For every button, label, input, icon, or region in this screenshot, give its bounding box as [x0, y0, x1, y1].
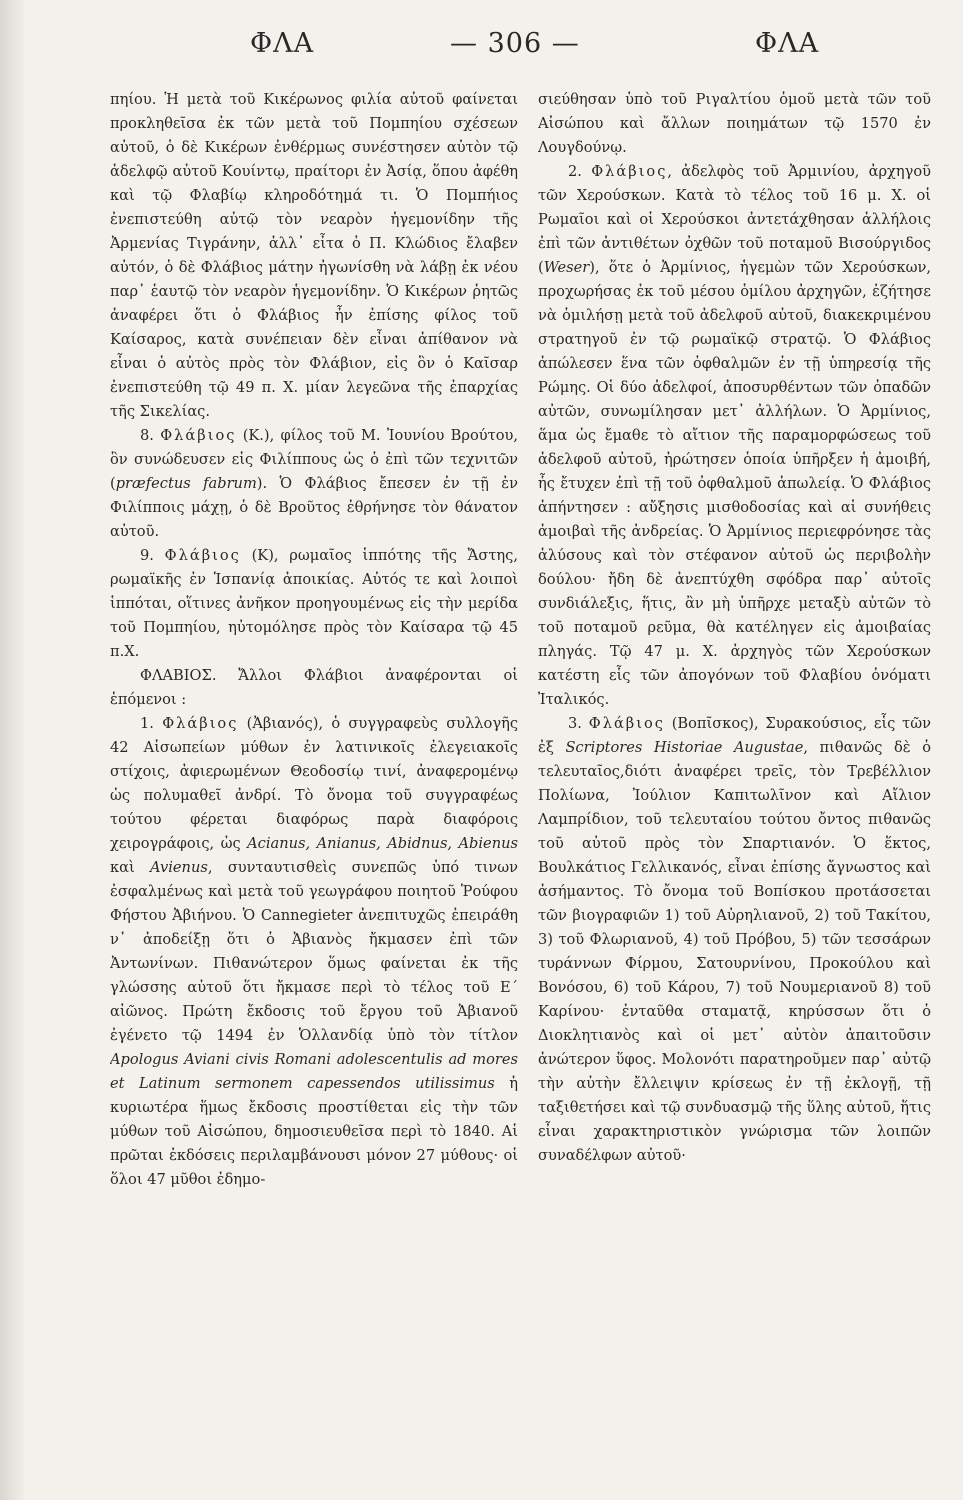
page-header — [0, 28, 963, 68]
paragraph-r2: 2. Φλάβιος, ἀδελφὸς τοῦ Ἀρμινίου, ἀρχηγοῦ τῶν Χερούσκων. Κατὰ τὸ τέλος τοῦ 16 μ. Χ. οἱ Ρωμαῖοι καὶ οἱ Χερούσκοι ἀντετάχθησαν ἀλλήλοις ἐπὶ τῶν ἀντιθέτων ὀχθῶν τοῦ ποταμοῦ Βισούργιδος (Weser), ὅτε ὁ Ἀρμίνιος, ἡγεμὼν τῶν Χερούσκων, προχωρήσας ἐκ τοῦ μέσου ὁμίλου ἀρχηγῶν, ἐζήτησε νὰ ὁμιλήσῃ μετὰ τοῦ ἀδελφοῦ αὐτοῦ, διακεκριμένου στρατηγοῦ ἐν τῷ ρωμαϊκῷ στρατῷ. Ὁ Φλάβιος ἀπώλεσεν ἕνα τῶν ὀφθαλμῶν ἐν τῇ ὑπηρεσίᾳ τῆς Ρώμης. Οἱ δύο ἀδελφοί, ἀποσυρθέντων τῶν ὀπαδῶν αὐτῶν, συνωμίλησαν μετ᾽ ἀλλήλων. Ὁ Ἀρμίνιος, ἅμα ὡς ἔμαθε τὸ αἴτιον τῆς παραμορφώσεως τοῦ ἀδελφοῦ αὐτοῦ, ἠρώτησεν ὁποία ὑπῆρξεν ἡ ἀμοιβή, ἧς ἔτυχεν ἐπὶ τῇ τοῦ ὀφθαλμοῦ ἀπωλείᾳ. Ὁ Φλάβιος ἀπήντησεν : αὔξησις μισθοδοσίας καὶ αἱ συνήθεις ἀμοιβαὶ τῆς ἀνδρείας. Ὁ Ἀρμίνιος περιεφρόνησε τὰς ἁλύσους καὶ τὸν στέφανον αὐτοῦ ὡς περιβολὴν δούλου· ἤδη δὲ ἀνεπτύχθη σφόδρα παρ᾽ αὐτοῖς συνδιάλεξις, ἥτις, ἂν μὴ ὑπῆρχε μεταξὺ αὐτῶν τὸ τοῦ ποταμοῦ ρεῦμα, θὰ κατέληγεν εἰς ἀμοιβαίας πληγάς. Τῷ 47 μ. Χ. ἀρχηγὸς τῶν Χερούσκων κατέστη εἷς τῶν ἀπογόνων τοῦ Φλαβίου ὀνόματι Ἰταλικός. — [538, 163, 931, 708]
page-binding-shadow — [0, 0, 26, 1500]
header-left-catchword: ΦΛΑ — [250, 28, 315, 59]
paragraph-r3: 3. Φλάβιος (Βοπῖσκος), Συρακούσιος, εἷς τῶν ἐξ Scriptores Historiae Augustae, πιθανῶς δὲ ὁ τελευταῖος,διότι ἀναφέρει τρεῖς, τὸν Τρεβέλλιον Πολίωνα, Ἰούλιον Καπιτωλῖνον καὶ Αἴλιον Λαμπρίδιον, τοῦ τελευταίου τούτου ὄντος πιθανῶς τοῦ αὐτοῦ πρὸς τὸν Σπαρτιανόν. Ὁ ἕκτος, Βουλκάτιος Γελλικανός, εἶναι ἐπίσης ἄγνωστος καὶ ἀσήμαντος. Τὸ ὄνομα τοῦ Βοπίσκου προτάσσεται τῶν βιογραφιῶν 1) τοῦ Αὐρηλιανοῦ, 2) τοῦ Τακίτου, 3) τοῦ Φλωριανοῦ, 4) τοῦ Πρόβου, 5) τῶν τεσσάρων τυράννων Φίρμου, Σατουρνίνου, Προκούλου καὶ Βονόσου, 6) τοῦ Κάρου, 7) τοῦ Νουμεριανοῦ 8) τοῦ Καρίνου· ἐνταῦθα σταματᾷ, κηρύσσων ὅτι ὁ Διοκλητιανὸς καὶ οἱ μετ᾽ αὐτὸν ἀπαιτοῦσιν ἀνώτερον ὕφος. Μολονότι παρατηροῦμεν παρ᾽ αὐτῷ τὴν αὐτὴν ἔλλειψιν κρίσεως ἐν τῇ ἐκλογῇ, τῇ ταξιθετήσει καὶ τῷ συνδυασμῷ τῆς ὕλης αὐτοῦ, ἥτις εἶναι χαρακτηριστικὸν γνώρισμα τῶν λοιπῶν συναδέλφων αὐτοῦ· — [538, 715, 931, 1164]
paragraph-p2: 8. Φλάβιος (Κ.), φίλος τοῦ Μ. Ἰουνίου Βρούτου, ὃν συνώδευσεν εἰς Φιλίππους ὡς ὁ ἐπὶ τῶν τεχνιτῶν (præfectus fabrum). Ὁ Φλάβιος ἔπεσεν ἐν τῇ ἐν Φιλίπποις μάχῃ, ὁ δὲ Βροῦτος ἐθρήνησε τὸν θάνατον αὐτοῦ. — [110, 427, 518, 540]
page-number: — 306 — — [450, 28, 580, 59]
paragraph-r1: σιεύθησαν ὑπὸ τοῦ Ριγαλτίου ὁμοῦ μετὰ τῶν τοῦ Αἰσώπου καὶ ἄλλων ποιημάτων τῷ 1570 ἐν Λουγδούνῳ. — [538, 91, 931, 156]
right-text-column — [538, 88, 931, 1488]
left-text-column — [110, 88, 518, 1488]
paragraph-p5: 1. Φλάβιος (Ἀβιανός), ὁ συγγραφεὺς συλλογῆς 42 Αἰσωπείων μύθων ἐν λατινικοῖς ἐλεγειακοῖς στίχοις, ἀφιερωμένων Θεοδοσίῳ τινί, ἀναφερομένῳ ὡς πολυμαθεῖ ἀνδρί. Τὸ ὄνομα τοῦ συγγραφέως τούτου φέρεται διαφόρως παρὰ διαφόροις χειρογράφοις, ὡς Acianus, Anianus, Abidnus, Abienus καὶ Avienus, συνταυτισθεὶς συνεπῶς ὑπό τινων ἐσφαλμένως καὶ μετὰ τοῦ γεωγράφου ποιητοῦ Ῥούφου Φήστου Ἀβιήνου. Ὁ Cannegieter ἀνεπιτυχῶς ἐπειράθη ν᾽ ἀποδείξῃ ὅτι ὁ Ἀβιανὸς ἤκμασεν ἐπὶ τῶν Ἀντωνίνων. Πιθανώτερον ὅμως φαίνεται ἐκ τῆς γλώσσης αὐτοῦ ὅτι ἤκμασε περὶ τὸ τέλος τοῦ Ε΄ αἰῶνος. Πρώτη ἔκδοσις τοῦ ἔργου τοῦ Ἀβιανοῦ ἐγένετο τῷ 1494 ἐν Ὁλλανδίᾳ ὑπὸ τὸν τίτλον Apologus Aviani civis Romani adolescentulis ad mores et Latinum sermonem capessendos utilissimus ἡ κυριωτέρα ἥμως ἔκδοσις προστίθεται εἰς τὴν τῶν μύθων τοῦ Αἰσώπου, δημοσιευθεῖσα περὶ τὸ 1840. Αἱ πρῶται ἐκδόσεις περιλαμβάνουσι μόνον 27 μύθους· οἱ ὅλοι 47 μῦθοι ἐδημο- — [110, 715, 518, 1188]
paragraph-p3: 9. Φλάβιος (Κ), ρωμαῖος ἱππότης τῆς Ἄστης, ρωμαϊκῆς ἐν Ἱσπανίᾳ ἀποικίας. Αὐτός τε καὶ λοιποὶ ἱππόται, οἵτινες ἀνῆκον προηγουμένως εἰς τὴν μερίδα τοῦ Πομπηίου, ηὐτομόλησε πρὸς τὸν Καίσαρα τῷ 45 π.Χ. — [110, 547, 518, 660]
header-right-catchword: ΦΛΑ — [755, 28, 820, 59]
paragraph-p4: ΦΛΑΒΙΟΣ. Ἄλλοι Φλάβιοι ἀναφέρονται οἱ ἑπόμενοι : — [110, 667, 518, 708]
paragraph-p1: πηίου. Ἡ μετὰ τοῦ Κικέρωνος φιλία αὐτοῦ φαίνεται προκληθεῖσα ἐκ τῶν μετὰ τοῦ Πομπηίου σχέσεων αὐτοῦ, ὁ δὲ Κικέρων ἐνθέρμως συνέστησεν αὐτὸν τῷ ἀδελφῷ αὐτοῦ Κουίντῳ, πραίτορι ἐν Ἀσίᾳ, ὅπου ἀφέθη καὶ τῷ Φλαβίῳ κληροδότημά τι. Ὁ Πομπήιος ἐνεπιστεύθη αὐτῷ τὸν νεαρὸν ἡγεμονίδην τῆς Ἀρμενίας Τιγράνην, ἀλλ᾽ εἶτα ὁ Π. Κλώδιος ἔλαβεν αὐτόν, ὁ δὲ Φλάβιος μάτην ἠγωνίσθη νὰ λάβῃ ἐκ νέου παρ᾽ ἑαυτῷ τὸν νεαρὸν ἡγεμονίδην. Ὁ Κικέρων ῥητῶς ἀναφέρει ὅτι ὁ Φλάβιος ἦν ἐπίσης φίλος τοῦ Καίσαρος, κατὰ συνέπειαν δὲν εἶναι ἀπίθανον νὰ εἶναι ὁ αὐτὸς πρὸς τὸν Φλάβιον, εἰς ὃν ὁ Καῖσαρ ἐνεπιστεύθη τῷ 49 π. Χ. μίαν λεγεῶνα τῆς ἐπαρχίας τῆς Σικελίας. — [110, 91, 518, 420]
